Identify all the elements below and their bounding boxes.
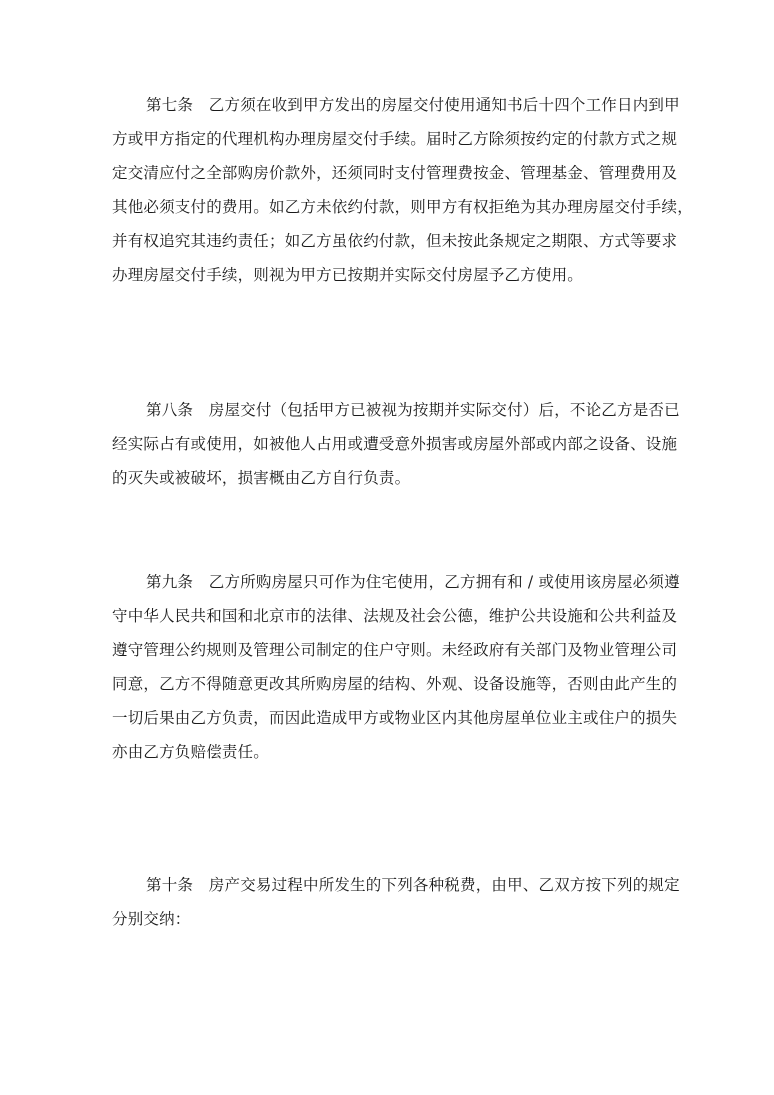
article-10 (112, 868, 680, 936)
article-line: 同意，乙方不得随意更改其所购房屋的结构、外观、设备设施等，否则由此产生的 (112, 675, 678, 693)
article-line: 第七条 乙方须在收到甲方发出的房屋交付使用通知书后十四个工作日内到甲 (146, 96, 680, 114)
article-line: 亦由乙方负赔偿责任。 (112, 743, 270, 761)
article-line: 定交清应付之全部购房价款外，还须同时支付管理费按金、管理基金、管理费用及 (112, 164, 678, 182)
article-line: 遵守管理公约规则及管理公司制定的住户守则。未经政府有关部门及物业管理公司 (112, 641, 678, 659)
article-line: 办理房屋交付手续，则视为甲方已按期并实际交付房屋予乙方使用。 (112, 266, 584, 284)
article-line: 方或甲方指定的代理机构办理房屋交付手续。届时乙方除须按约定的付款方式之规 (112, 130, 678, 148)
article-line: 守中华人民共和国和北京市的法律、法规及社会公德，维护公共设施和公共利益及 (112, 607, 678, 625)
article-line: 经实际占有或使用，如被他人占用或遭受意外损害或房屋外部或内部之设备、设施 (112, 435, 678, 453)
article-line: 第九条 乙方所购房屋只可作为住宅使用，乙方拥有和 / 或使用该房屋必须遵 (146, 573, 680, 591)
article-line: 并有权追究其违约责任；如乙方虽依约付款，但未按此条规定之期限、方式等要求 (112, 232, 678, 250)
article-8 (112, 393, 680, 495)
article-line: 分别交纳： (112, 910, 191, 928)
article-line: 第八条 房屋交付（包括甲方已被视为按期并实际交付）后，不论乙方是否已 (146, 401, 680, 419)
article-line: 第十条 房产交易过程中所发生的下列各种税费，由甲、乙双方按下列的规定 (146, 876, 680, 894)
article-line: 的灭失或被破坏，损害概由乙方自行负责。 (112, 469, 411, 487)
article-7 (112, 88, 693, 292)
article-9 (112, 565, 680, 769)
article-line: 一切后果由乙方负责，而因此造成甲方或物业区内其他房屋单位业主或住户的损失 (112, 709, 678, 727)
article-line: 其他必须支付的费用。如乙方未依约付款，则甲方有权拒绝为其办理房屋交付手续， (112, 198, 693, 216)
